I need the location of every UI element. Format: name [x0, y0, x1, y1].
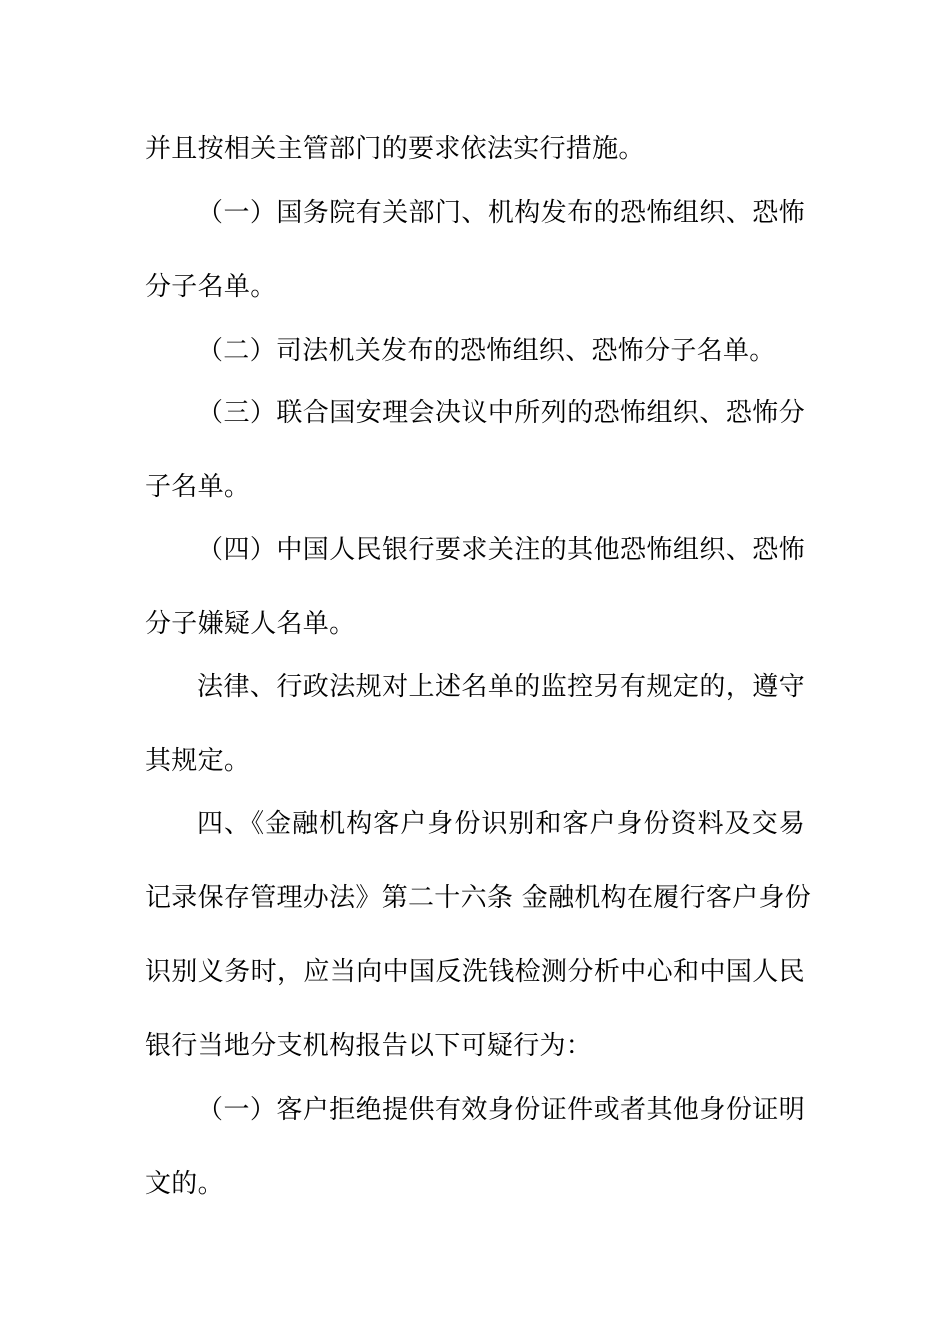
- text-line: （四）中国人民银行要求关注的其他恐怖组织、恐怖: [197, 535, 805, 565]
- text-line: 记录保存管理办法》第二十六条 金融机构在履行客户身份: [145, 883, 812, 913]
- text-line: （二）司法机关发布的恐怖组织、恐怖分子名单。: [197, 336, 776, 366]
- text-line: （三）联合国安理会决议中所列的恐怖组织、恐怖分: [197, 398, 805, 428]
- text-line: 识别义务时，应当向中国反洗钱检测分析中心和中国人民: [145, 957, 805, 987]
- text-line: （一）国务院有关部门、机构发布的恐怖组织、恐怖: [197, 198, 805, 228]
- text-line: 并且按相关主管部门的要求依法实行措施。: [145, 134, 645, 164]
- text-line: 子名单。: [145, 472, 251, 502]
- text-line: 分子名单。: [145, 272, 277, 302]
- text-line: 其规定。: [145, 746, 251, 776]
- text-line: 文的。: [145, 1169, 224, 1199]
- text-line: （一）客户拒绝提供有效身份证件或者其他身份证明: [197, 1095, 805, 1125]
- text-line: 银行当地分支机构报告以下可疑行为：: [145, 1031, 593, 1061]
- text-line: 四、《金融机构客户身份识别和客户身份资料及交易: [197, 809, 805, 839]
- text-line: 分子嫌疑人名单。: [145, 609, 356, 639]
- text-line: 法律、行政法规对上述名单的监控另有规定的，遵守: [197, 672, 805, 702]
